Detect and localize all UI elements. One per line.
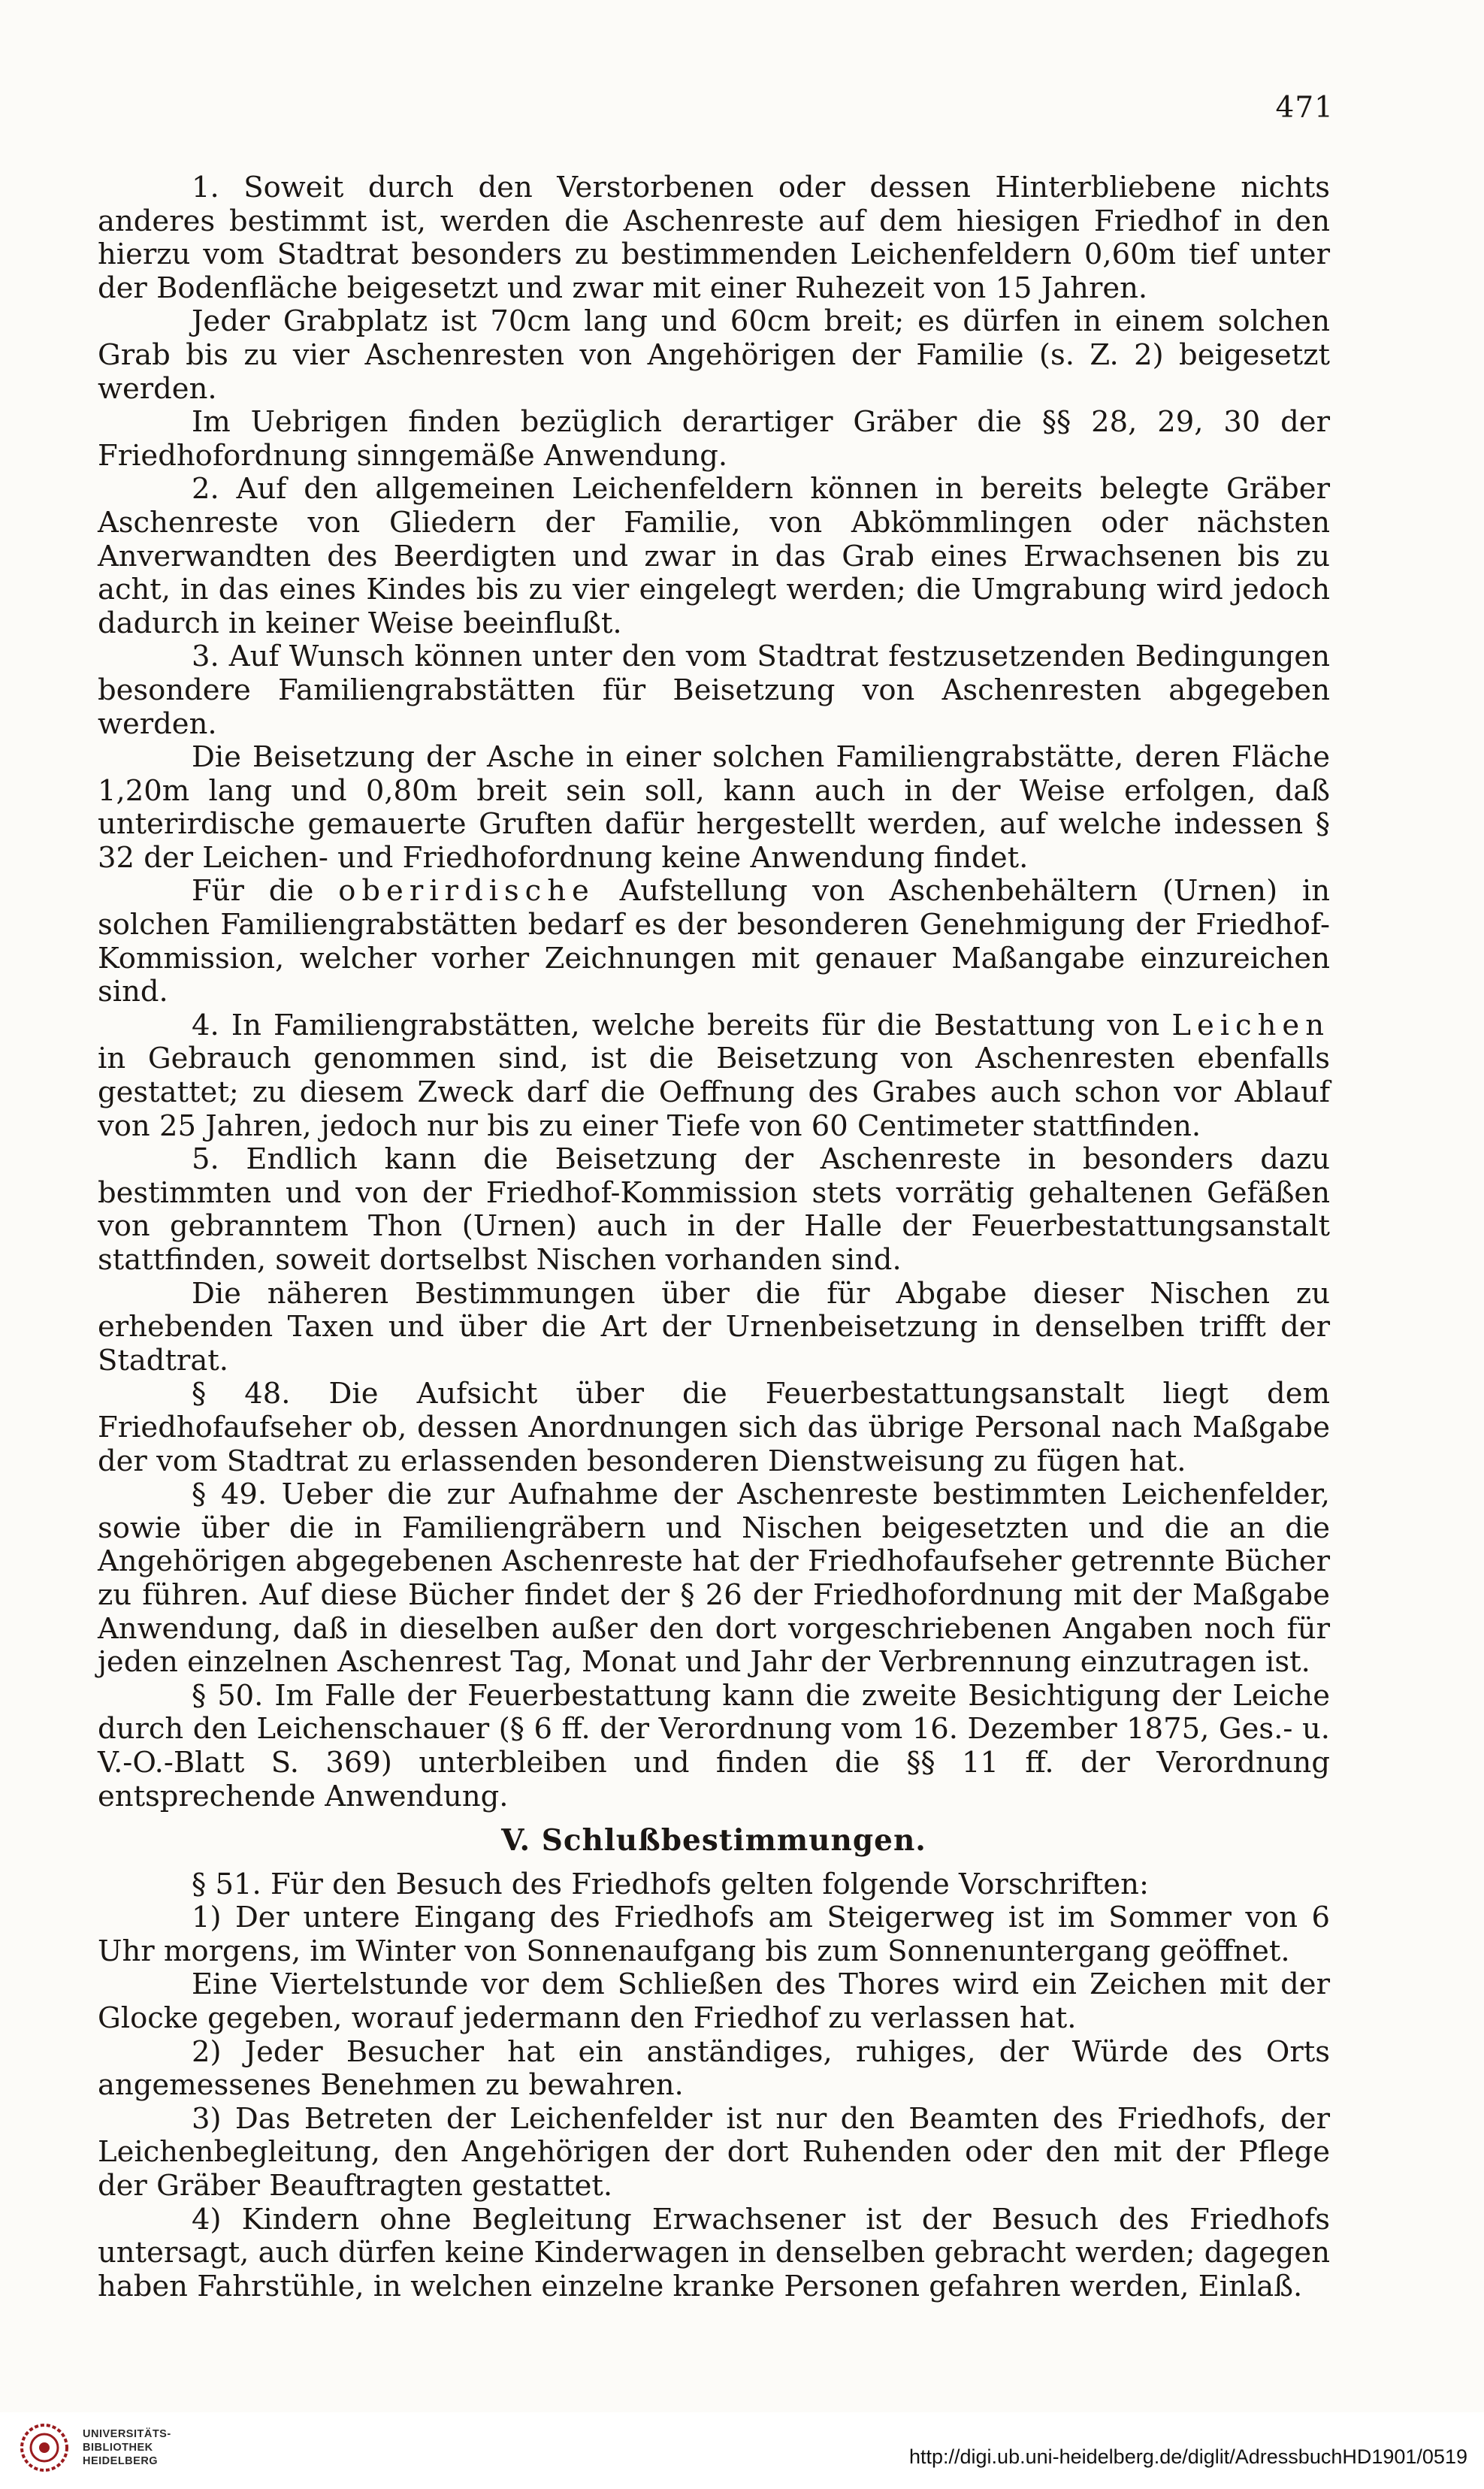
paragraph: § 50. Im Falle der Feuerbestattung kann die zweite Besichtigung der Leiche durch den Leichenschauer (§ 6 ff. der Verordnung vom 16. Dezember 1875, Ges.- u. V.-O.-Blatt S. 369) unterbleiben und finden die §§ 11 ff. der Verordnung entsprechende Anwendung.	[98, 1678, 1330, 1813]
spaced-emphasis: Leichen	[1171, 1008, 1330, 1042]
paragraph: 4) Kindern ohne Begleitung Erwachsener ist der Besuch des Friedhofs untersagt, auch dürfen keine Kinderwagen in denselben gebracht werden; dagegen haben Fahrstühle, in welchen einzelne kranke Personen gefahren werden, Einlaß.	[98, 2202, 1330, 2303]
paragraph: § 48. Die Aufsicht über die Feuerbestattungsanstalt liegt dem Friedhofaufseher ob, dessen Anordnungen sich das übrige Personal nach Maßgabe der vom Stadtrat zu erlassenden besonderen Dienstweisung zu fügen hat.	[98, 1377, 1330, 1478]
library-logo-text	[83, 2427, 171, 2468]
paragraph: Eine Viertelstunde vor dem Schließen des Thores wird ein Zeichen mit der Glocke gegeben, worauf jedermann den Friedhof zu verlassen hat.	[98, 1967, 1330, 2036]
paragraph: Jeder Grabplatz ist 70cm lang und 60cm breit; es dürfen in einem solchen Grab bis zu vier Aschenresten von Angehörigen der Familie (s. Z. 2) beigesetzt werden.	[98, 304, 1330, 406]
logo-line: UNIVERSITÄTS-	[83, 2428, 171, 2440]
paragraph: Die näheren Bestimmungen über die für Abgabe dieser Nischen zu erhebenden Taxen und über die Art der Urnenbeisetzung in denselben trifft der Stadtrat.	[98, 1276, 1330, 1378]
paragraph: Im Uebrigen finden bezüglich derartiger Gräber die §§ 28, 29, 30 der Friedhofordnung sinngemäße Anwendung.	[98, 405, 1330, 473]
paragraph-text: in Gebrauch genommen sind, ist die Beisetzung von Aschenresten ebenfalls gestattet; zu diesem Zweck darf die Oeffnung des Grabes auch schon vor Ablauf von 25 Jahren, jedoch nur bis zu einer Tiefe von 60 Centimeter stattfinden.	[98, 1042, 1330, 1143]
section-heading: V. Schlußbestimmungen.	[501, 1823, 926, 1858]
logo-line: HEIDELBERG	[83, 2455, 159, 2467]
document-body	[98, 171, 1330, 2303]
paragraph: 2) Jeder Besucher hat ein anständiges, ruhiges, der Würde des Orts angemessenes Benehmen zu bewahren.	[98, 2034, 1330, 2103]
spaced-emphasis: oberirdische	[338, 874, 595, 909]
paragraph-text: Für die	[192, 874, 339, 909]
paragraph: 1) Der untere Eingang des Friedhofs am Steigerweg ist im Sommer von 6 Uhr morgens, im Winter von Sonnenaufgang bis zum Sonnenuntergang geöffnet.	[98, 1901, 1330, 1968]
paragraph: 1. Soweit durch den Verstorbenen oder dessen Hinterbliebene nichts anderes bestimmt ist, werden die Aschenreste auf dem hiesigen Friedhof in den hierzu vom Stadtrat besonders zu bestimmenden Leichenfeldern 0,60m tief unter der Bodenfläche beigesetzt und zwar mit einer Ruhezeit von 15 Jahren.	[98, 171, 1330, 305]
library-logo-icon	[20, 2423, 69, 2472]
paragraph	[98, 1009, 1330, 1143]
paragraph: 5. Endlich kann die Beisetzung der Aschenreste in besonders dazu bestimmten und von der Friedhof-Kommission stets vorrätig gehaltenen Gefäßen von gebranntem Thon (Urnen) auch in der Halle der Feuerbestattungsanstalt stattfinden, soweit dortselbst Nischen vorhanden sind.	[98, 1142, 1330, 1277]
paragraph: 3. Auf Wunsch können unter den vom Stadtrat festzusetzenden Bedingungen besondere Familiengrabstätten für Beisetzung von Aschenresten abgegeben werden.	[98, 640, 1330, 741]
source-url-link[interactable]: http://digi.ub.uni-heidelberg.de/diglit/AdressbuchHD1901/0519	[908, 2445, 1467, 2468]
footer	[0, 2412, 1484, 2489]
logo-line: BIBLIOTHEK	[83, 2442, 153, 2454]
paragraph: § 51. Für den Besuch des Friedhofs gelten folgende Vorschriften:	[192, 1867, 1149, 1901]
paragraph: 2. Auf den allgemeinen Leichenfeldern können in bereits belegte Gräber Aschenreste von Gliedern der Familie, von Abkömmlingen oder nächsten Anverwandten des Beerdigten und zwar in das Grab eines Erwachsenen bis zu acht, in das eines Kindes bis zu vier eingelegt werden; die Umgrabung wird jedoch dadurch in keiner Weise beeinflußt.	[98, 472, 1330, 640]
paragraph-text: 4. In Familiengrabstätten, welche bereits für die Bestattung von	[192, 1008, 1172, 1042]
paragraph-text: Aufstellung von Aschenbehältern (Urnen) in solchen Familiengrabstätten bedarf es der besonderen Genehmigung der Friedhof-Kommission, welcher vorher Zeichnungen mit genauer Maßangabe einzureichen sind.	[98, 874, 1330, 1009]
page-number: 471	[1275, 91, 1334, 125]
paragraph: § 49. Ueber die zur Aufnahme der Aschenreste bestimmten Leichenfelder, sowie über die in Familiengräbern und Nischen beigesetzten und die an die Angehörigen abgegebenen Aschenreste hat der Friedhofaufseher getrennte Bücher zu führen. Auf diese Bücher findet der § 26 der Friedhofordnung mit der Maßgabe Anwendung, daß in dieselben außer den dort vorgeschriebenen Angaben noch für jeden einzelnen Aschenrest Tag, Monat und Jahr der Verbrennung einzutragen ist.	[98, 1477, 1330, 1680]
paragraph: 3) Das Betreten der Leichenfelder ist nur den Beamten des Friedhofs, der Leichenbegleitung, den Angehörigen der dort Ruhenden oder den mit der Pflege der Gräber Beauftragten gestattet.	[98, 2101, 1330, 2203]
paragraph: Die Beisetzung der Asche in einer solchen Familiengrabstätte, deren Fläche 1,20m lang und 0,80m breit sein soll, kann auch in der Weise erfolgen, daß unterirdische gemauerte Gruften dafür hergestellt werden, auf welche indessen § 32 der Leichen- und Friedhofordnung keine Anwendung findet.	[98, 740, 1330, 875]
paragraph	[98, 875, 1330, 1009]
